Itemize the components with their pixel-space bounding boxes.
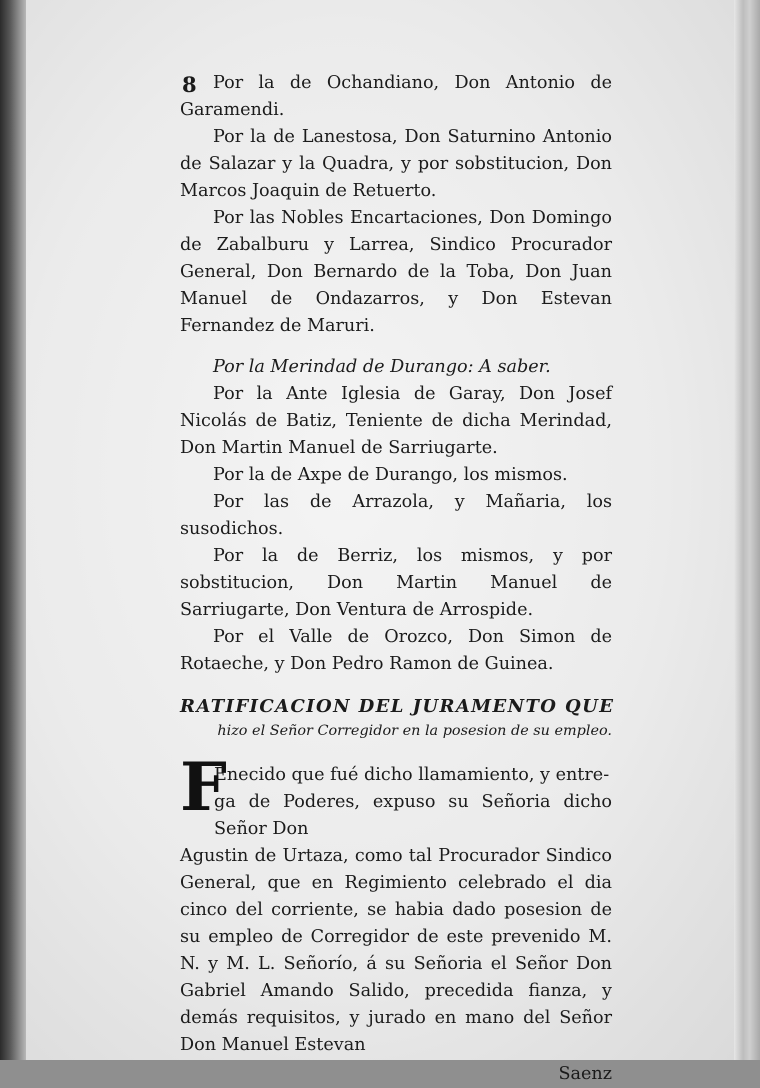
- entry-axpe: Por la de Axpe de Durango, los mismos.: [213, 465, 568, 485]
- entry-berriz: Por la de Berriz, los mismos, y por sobstitucion, Don Martin Manuel de Sarriugarte, Don Ventura de Arrospide.: [180, 546, 612, 620]
- page-edge: [734, 0, 760, 1060]
- section-heading-durango: Por la Merindad de Durango: A saber.: [213, 357, 551, 377]
- body-line-1: Enecido que fué dicho llamamiento, y entre-: [214, 765, 610, 785]
- page-text: [180, 70, 615, 1088]
- body-paragraph: [180, 748, 612, 1059]
- entry-orozco: Por el Valle de Orozco, Don Simon de Rotaeche, y Don Pedro Ramon de Guinea.: [180, 627, 612, 674]
- entry-ochandiano: Por la de Ochandiano, Don Antonio de Garamendi.: [180, 73, 612, 120]
- body-rest: Agustin de Urtaza, como tal Procurador Sindico General, que en Regimiento celebrado el dia cinco del corriente, se habia dado posesion de su empleo de Corregidor de este prevenido M. N. y M. L. Señorío, á su Señoria el Señor Don Gabriel Amando Salido, precedida fianza, y demás requisitos, y jurado en mano del Señor Don Manuel Estevan: [180, 846, 612, 1055]
- entry-garay: Por la Ante Iglesia de Garay, Don Josef Nicolás de Batiz, Teniente de dicha Merindad, Don Martin Manuel de Sarriugarte.: [180, 384, 612, 458]
- section-subtitle: hizo el Señor Corregidor en la posesion de su empleo.: [217, 723, 612, 739]
- binding-shadow: [0, 0, 26, 1060]
- entry-lanestosa: Por la de Lanestosa, Don Saturnino Antonio de Salazar y la Quadra, y por sobstitucion, Don Marcos Joaquin de Retuerto.: [180, 127, 612, 201]
- body-line-2: ga de Poderes, expuso su Señoria dicho Señor Don: [214, 792, 612, 839]
- section-title: RATIFICACION DEL JURAMENTO QUE: [180, 696, 615, 717]
- catchword: Saenz: [558, 1064, 612, 1084]
- entry-arrazola: Por las de Arrazola, y Mañaria, los susodichos.: [180, 492, 612, 539]
- page-number: 8: [182, 72, 197, 97]
- entry-encartaciones: Por las Nobles Encartaciones, Don Domingo de Zabalburu y Larrea, Sindico Procurador General, Don Bernardo de la Toba, Don Juan Manuel de Ondazarros, y Don Estevan Fernandez de Maruri.: [180, 208, 612, 336]
- drop-cap: F: [180, 748, 227, 826]
